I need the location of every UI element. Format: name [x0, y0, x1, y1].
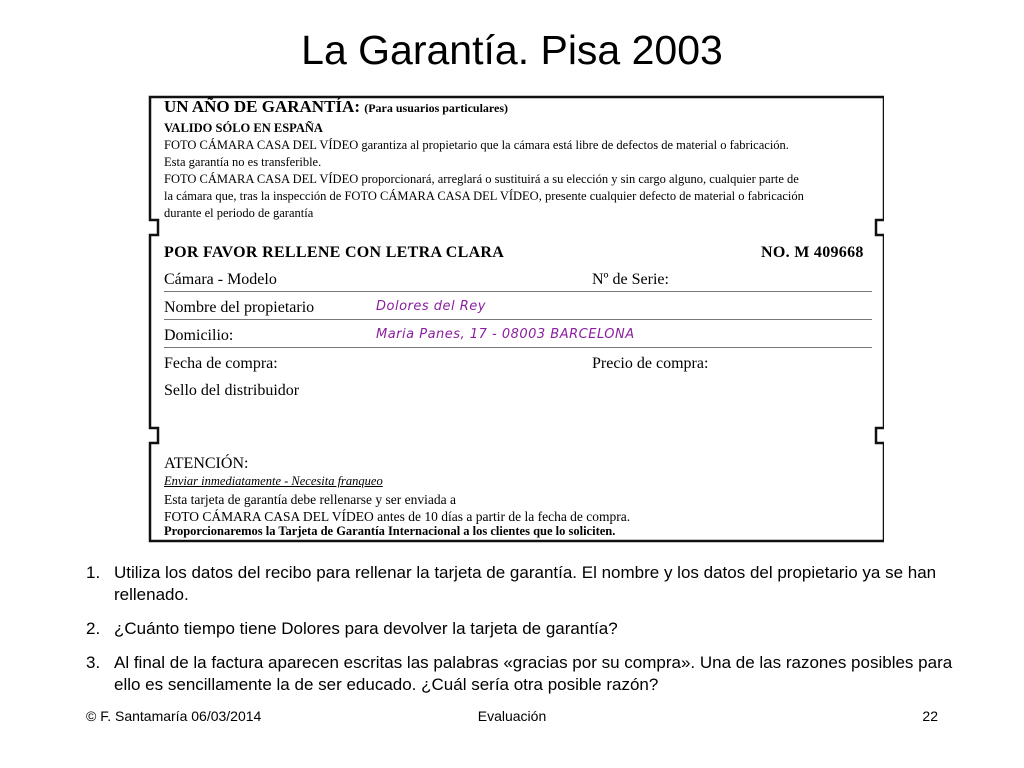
question-number: 2.: [86, 619, 101, 638]
question-text: ¿Cuánto tiempo tiene Dolores para devolver la tarjeta de garantía?: [114, 619, 618, 638]
terms-line: la cámara que, tras la inspección de FOTO CÁMARA CASA DEL VÍDEO, presente cualquier defecto de material o fabricación: [164, 189, 804, 203]
owner-name-value[interactable]: Dolores del Rey: [376, 299, 486, 314]
field-underline: [164, 291, 872, 292]
question-list: [86, 562, 956, 708]
footer-section: Evaluación: [477, 708, 547, 724]
serial-number-label: Nº de Serie:: [592, 271, 669, 288]
terms-line: Esta garantía no es transferible.: [164, 155, 322, 169]
terms-line: FOTO CÁMARA CASA DEL VÍDEO proporcionará, arreglará o sustituirá a su elección y sin cargo alguno, cualquier parte de: [164, 172, 799, 186]
address-value[interactable]: Maria Panes, 17 - 08003 BARCELONA: [376, 327, 635, 342]
address-label: Domicilio:: [164, 327, 234, 344]
warranty-heading: UN AÑO DE GARANTÍA: (Para usuarios particulares): [164, 97, 508, 116]
slide-number: 22: [922, 708, 938, 724]
purchase-price-label: Precio de compra:: [592, 355, 709, 372]
attention-heading: ATENCIÓN:: [164, 455, 249, 472]
warranty-heading-note: (Para usuarios particulares): [364, 101, 508, 115]
warranty-card: [148, 95, 884, 543]
valid-only-text: VALIDO SÓLO EN ESPAÑA: [164, 121, 323, 135]
camera-model-label: Cámara - Modelo: [164, 271, 277, 288]
fill-instruction: POR FAVOR RELLENE CON LETRA CLARA: [164, 244, 505, 261]
purchase-date-label: Fecha de compra:: [164, 355, 278, 372]
question-text: Utiliza los datos del recibo para rellenar la tarjeta de garantía. El nombre y los datos del propietario ya se han rellenado.: [114, 563, 937, 604]
slide-title: La Garantía. Pisa 2003: [301, 27, 723, 73]
question-item: [86, 618, 956, 640]
send-immediately-note: Enviar inmediatamente - Necesita franqueo: [164, 474, 383, 488]
owner-name-label: Nombre del propietario: [164, 299, 315, 316]
terms-line: durante el periodo de garantía: [164, 206, 314, 220]
question-item: [86, 652, 956, 696]
attention-line-bold: Proporcionaremos la Tarjeta de Garantía Internacional a los clientes que lo soliciten.: [164, 524, 616, 538]
card-number: NO. M 409668: [761, 244, 864, 261]
question-text: Al final de la factura aparecen escritas las palabras «gracias por su compra». Una de las razones posibles para ello es sencillamente la de ser educado. ¿Cuál sería otra posible razón?: [114, 653, 953, 694]
field-underline: [164, 347, 872, 348]
attention-line: FOTO CÁMARA CASA DEL VÍDEO antes de 10 días a partir de la fecha de compra.: [164, 509, 631, 524]
field-underline: [164, 319, 872, 320]
terms-line: FOTO CÁMARA CASA DEL VÍDEO garantiza al propietario que la cámara está libre de defectos de material o fabricación.: [164, 138, 789, 152]
attention-line: Esta tarjeta de garantía debe rellenarse y ser enviada a: [164, 492, 456, 507]
question-number: 1.: [86, 563, 101, 582]
footer-copyright: © F. Santamaría 06/03/2014: [86, 708, 262, 724]
question-number: 3.: [86, 653, 101, 672]
dealer-stamp-label: Sello del distribuidor: [164, 382, 300, 399]
question-item: [86, 562, 956, 606]
